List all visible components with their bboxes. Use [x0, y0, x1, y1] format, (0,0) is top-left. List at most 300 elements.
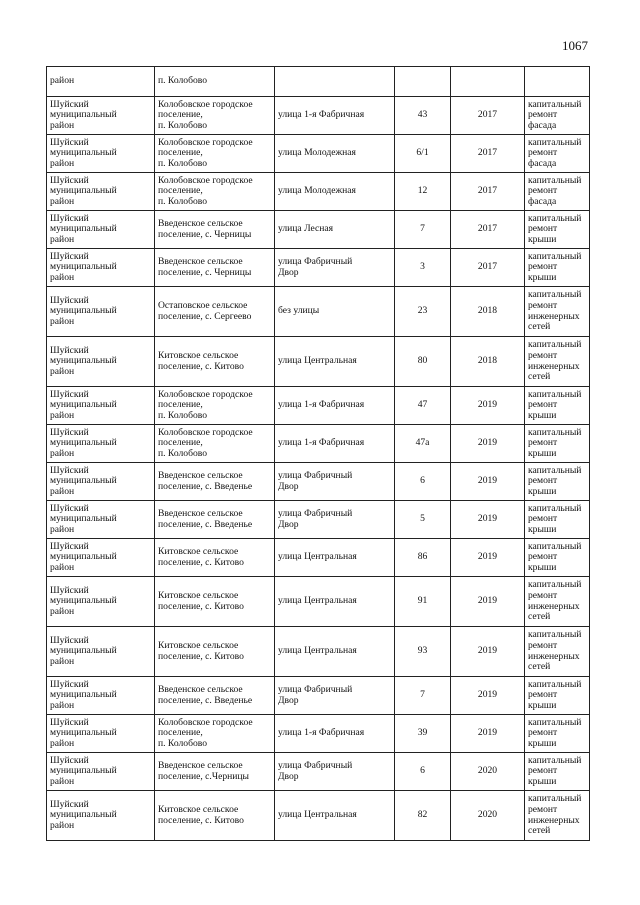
district-cell: [47, 97, 155, 135]
district-line: муниципальный: [50, 355, 117, 367]
work-type-line: сетей: [528, 611, 551, 623]
street-line: Двор: [278, 266, 299, 278]
work-type-line: капитальный: [528, 250, 582, 262]
settlement-cell: [155, 577, 275, 627]
work-type-cell: [525, 791, 590, 841]
street-line: улица Центральная: [278, 809, 357, 821]
street-cell: [275, 463, 395, 501]
settlement-line: поселение, с. Китово: [158, 600, 244, 612]
capital-repair-table: [46, 66, 590, 841]
settlement-line: Колобовское городское: [158, 174, 253, 186]
work-type-cell: [525, 627, 590, 677]
district-line: район: [50, 523, 75, 535]
work-type-line: капитальный: [528, 502, 582, 514]
work-type-line: ремонт: [528, 639, 558, 651]
district-line: Шуйский: [50, 678, 89, 690]
settlement-cell: [155, 249, 275, 287]
street-line: без улицы: [278, 305, 320, 317]
year-cell: 2019: [451, 425, 525, 463]
settlement-cell: [155, 715, 275, 753]
district-line: муниципальный: [50, 727, 117, 739]
district-line: район: [50, 195, 75, 207]
table-row: [47, 67, 590, 97]
work-type-line: капитальный: [528, 793, 582, 805]
district-line: Шуйский: [50, 798, 89, 810]
district-line: Шуйский: [50, 388, 89, 400]
work-type-line: ремонт крыши: [528, 513, 558, 535]
district-line: район: [50, 561, 75, 573]
work-type-cell: [525, 539, 590, 577]
settlement-line: Китовское сельское: [158, 545, 239, 557]
street-line: улица Фабричный: [278, 469, 353, 481]
settlement-line: поселение, с. Введенье: [158, 518, 253, 530]
work-type-cell: [525, 173, 590, 211]
settlement-line: поселение,: [158, 437, 203, 449]
street-cell: [275, 577, 395, 627]
settlement-line: Введенское сельское: [158, 469, 243, 481]
street-line: улица Центральная: [278, 595, 357, 607]
street-cell: [275, 539, 395, 577]
settlement-line: п. Колобово: [158, 119, 208, 131]
year-cell: 2017: [451, 97, 525, 135]
year-cell: 2020: [451, 791, 525, 841]
settlement-line: п. Колобово: [158, 195, 208, 207]
table-row: [47, 501, 590, 539]
year-cell: 2017: [451, 249, 525, 287]
district-line: муниципальный: [50, 147, 117, 159]
table-row: [47, 287, 590, 337]
house-number-cell: 43: [395, 97, 451, 135]
district-line: Шуйский: [50, 426, 89, 438]
settlement-line: Введенское сельское: [158, 217, 243, 229]
street-cell: [275, 173, 395, 211]
district-cell: [47, 135, 155, 173]
street-cell: [275, 97, 395, 135]
district-cell: [47, 715, 155, 753]
district-line: район: [50, 271, 75, 283]
work-type-line: сетей: [528, 825, 551, 837]
street-line: улица Лесная: [278, 223, 334, 235]
district-line: Шуйский: [50, 716, 89, 728]
work-type-cell: [525, 677, 590, 715]
work-type-line: инженерных: [528, 814, 580, 826]
work-type-line: ремонт фасада: [528, 109, 558, 131]
house-number-cell: 91: [395, 577, 451, 627]
work-type-line: ремонт: [528, 349, 558, 361]
house-number-cell: 3: [395, 249, 451, 287]
street-line: улица 1-я Фабричная: [278, 399, 365, 411]
settlement-line: Китовское сельское: [158, 589, 239, 601]
work-type-line: капитальный: [528, 136, 582, 148]
settlement-line: п. Колобово: [158, 409, 208, 421]
settlement-cell: [155, 287, 275, 337]
work-type-line: ремонт крыши: [528, 475, 558, 497]
district-line: район: [50, 819, 75, 831]
street-cell: [275, 627, 395, 677]
district-line: муниципальный: [50, 513, 117, 525]
settlement-line: поселение, с. Сергеево: [158, 310, 252, 322]
district-line: район: [50, 699, 75, 711]
house-number-cell: 39: [395, 715, 451, 753]
district-line: район: [50, 365, 75, 377]
house-number-cell: 12: [395, 173, 451, 211]
settlement-line: поселение, с. Введенье: [158, 480, 253, 492]
street-line: Двор: [278, 518, 299, 530]
street-line: улица Молодежная: [278, 147, 356, 159]
street-cell: [275, 387, 395, 425]
work-type-line: капитальный: [528, 540, 582, 552]
house-number-cell: 80: [395, 337, 451, 387]
work-type-cell: [525, 501, 590, 539]
street-line: улица Центральная: [278, 645, 357, 657]
settlement-line: поселение, с. Введенье: [158, 694, 253, 706]
street-line: улица 1-я Фабричная: [278, 727, 365, 739]
district-line: муниципальный: [50, 399, 117, 411]
house-number-cell: 47а: [395, 425, 451, 463]
street-cell: [275, 135, 395, 173]
street-line: Двор: [278, 480, 299, 492]
district-line: муниципальный: [50, 765, 117, 777]
settlement-line: Введенское сельское: [158, 759, 243, 771]
work-type-cell: [525, 387, 590, 425]
district-line: Шуйский: [50, 584, 89, 596]
work-type-line: капитальный: [528, 629, 582, 641]
street-line: Двор: [278, 770, 299, 782]
district-line: район: [50, 315, 75, 327]
district-cell: [47, 791, 155, 841]
table-row: [47, 463, 590, 501]
district-line: район: [50, 409, 75, 421]
work-type-line: сетей: [528, 371, 551, 383]
table-row: [47, 539, 590, 577]
table-row: [47, 627, 590, 677]
work-type-cell: [525, 135, 590, 173]
district-line: Шуйский: [50, 754, 89, 766]
year-cell: 2017: [451, 173, 525, 211]
settlement-cell: [155, 627, 275, 677]
work-type-line: ремонт: [528, 299, 558, 311]
work-type-line: ремонт: [528, 589, 558, 601]
street-line: улица Молодежная: [278, 185, 356, 197]
street-line: Двор: [278, 694, 299, 706]
street-cell: [275, 211, 395, 249]
work-type-line: капитальный: [528, 464, 582, 476]
settlement-cell: [155, 211, 275, 249]
settlement-line: п. Колобово: [158, 75, 208, 87]
settlement-line: п. Колобово: [158, 447, 208, 459]
page-number: 1067: [562, 38, 588, 53]
street-cell: [275, 501, 395, 539]
year-cell: 2019: [451, 539, 525, 577]
district-line: Шуйский: [50, 294, 89, 306]
district-cell: [47, 753, 155, 791]
year-cell: 2019: [451, 463, 525, 501]
district-line: муниципальный: [50, 475, 117, 487]
settlement-cell: [155, 501, 275, 539]
year-cell: 2019: [451, 677, 525, 715]
work-type-line: инженерных: [528, 360, 580, 372]
year-cell: 2020: [451, 753, 525, 791]
work-type-line: капитальный: [528, 388, 582, 400]
settlement-cell: [155, 425, 275, 463]
street-cell: [275, 337, 395, 387]
house-number-cell: 6: [395, 463, 451, 501]
settlement-cell: [155, 387, 275, 425]
district-line: район: [50, 737, 75, 749]
work-type-line: капитальный: [528, 339, 582, 351]
district-line: район: [50, 655, 75, 667]
year-cell: 2019: [451, 577, 525, 627]
street-cell: [275, 249, 395, 287]
work-type-cell: [525, 287, 590, 337]
year-cell: 2019: [451, 501, 525, 539]
settlement-line: поселение,: [158, 147, 203, 159]
street-line: улица Фабричный: [278, 255, 353, 267]
house-number-cell: 93: [395, 627, 451, 677]
work-type-line: ремонт крыши: [528, 689, 558, 711]
settlement-line: Китовское сельское: [158, 349, 239, 361]
house-number-cell: [395, 67, 451, 97]
district-cell: [47, 387, 155, 425]
district-line: муниципальный: [50, 185, 117, 197]
district-line: Шуйский: [50, 98, 89, 110]
street-cell: [275, 715, 395, 753]
work-type-cell: [525, 577, 590, 627]
house-number-cell: 23: [395, 287, 451, 337]
year-cell: 2019: [451, 715, 525, 753]
work-type-line: инженерных: [528, 650, 580, 662]
street-cell: [275, 425, 395, 463]
work-type-line: капитальный: [528, 98, 582, 110]
district-line: Шуйский: [50, 212, 89, 224]
work-type-line: ремонт крыши: [528, 551, 558, 573]
year-cell: [451, 67, 525, 97]
settlement-line: Введенское сельское: [158, 683, 243, 695]
settlement-cell: [155, 173, 275, 211]
house-number-cell: 86: [395, 539, 451, 577]
settlement-cell: [155, 539, 275, 577]
district-line: муниципальный: [50, 109, 117, 121]
district-cell: [47, 211, 155, 249]
district-cell: [47, 425, 155, 463]
district-line: муниципальный: [50, 645, 117, 657]
settlement-cell: [155, 677, 275, 715]
table-row: [47, 715, 590, 753]
table-row: [47, 173, 590, 211]
settlement-line: поселение, с. Китово: [158, 360, 244, 372]
work-type-line: ремонт фасада: [528, 185, 558, 207]
work-type-line: ремонт крыши: [528, 727, 558, 749]
work-type-line: капитальный: [528, 579, 582, 591]
settlement-line: поселение, с. Китово: [158, 556, 244, 568]
table-row: [47, 425, 590, 463]
work-type-line: капитальный: [528, 678, 582, 690]
house-number-cell: 7: [395, 211, 451, 249]
district-line: район: [50, 605, 75, 617]
table-row: [47, 135, 590, 173]
settlement-cell: [155, 67, 275, 97]
work-type-line: сетей: [528, 661, 551, 673]
district-line: Шуйский: [50, 634, 89, 646]
settlement-line: Остаповское сельское: [158, 299, 248, 311]
settlement-line: п. Колобово: [158, 737, 208, 749]
settlement-line: поселение,: [158, 109, 203, 121]
work-type-line: ремонт фасада: [528, 147, 558, 169]
year-cell: 2019: [451, 627, 525, 677]
district-line: район: [50, 157, 75, 169]
settlement-line: Колобовское городское: [158, 388, 253, 400]
settlement-line: Введенское сельское: [158, 255, 243, 267]
street-line: улица Фабричный: [278, 683, 353, 695]
district-line: район: [50, 119, 75, 131]
house-number-cell: 5: [395, 501, 451, 539]
settlement-line: поселение, с. Китово: [158, 814, 244, 826]
table-body: [47, 67, 590, 841]
table-row: [47, 791, 590, 841]
work-type-cell: [525, 463, 590, 501]
table-row: [47, 249, 590, 287]
work-type-cell: [525, 753, 590, 791]
year-cell: 2018: [451, 337, 525, 387]
settlement-line: Колобовское городское: [158, 716, 253, 728]
settlement-cell: [155, 753, 275, 791]
settlement-line: Китовское сельское: [158, 803, 239, 815]
settlement-line: Китовское сельское: [158, 639, 239, 651]
street-cell: [275, 753, 395, 791]
street-cell: [275, 67, 395, 97]
work-type-cell: [525, 425, 590, 463]
house-number-cell: 6/1: [395, 135, 451, 173]
work-type-cell: [525, 249, 590, 287]
house-number-cell: 47: [395, 387, 451, 425]
district-line: район: [50, 485, 75, 497]
work-type-cell: [525, 337, 590, 387]
house-number-cell: 82: [395, 791, 451, 841]
settlement-line: п. Колобово: [158, 157, 208, 169]
work-type-line: капитальный: [528, 716, 582, 728]
settlement-line: поселение,: [158, 185, 203, 197]
work-type-line: ремонт: [528, 803, 558, 815]
district-cell: [47, 287, 155, 337]
district-cell: [47, 249, 155, 287]
work-type-line: ремонт крыши: [528, 399, 558, 421]
street-line: улица Фабричный: [278, 759, 353, 771]
work-type-line: ремонт крыши: [528, 437, 558, 459]
district-line: муниципальный: [50, 437, 117, 449]
work-type-line: капитальный: [528, 212, 582, 224]
work-type-cell: [525, 715, 590, 753]
district-line: муниципальный: [50, 305, 117, 317]
work-type-line: ремонт крыши: [528, 261, 558, 283]
district-line: район: [50, 447, 75, 459]
district-cell: [47, 627, 155, 677]
settlement-cell: [155, 337, 275, 387]
district-line: муниципальный: [50, 595, 117, 607]
district-cell: [47, 577, 155, 627]
district-line: Шуйский: [50, 250, 89, 262]
district-line: муниципальный: [50, 223, 117, 235]
settlement-cell: [155, 97, 275, 135]
year-cell: 2019: [451, 387, 525, 425]
work-type-line: капитальный: [528, 426, 582, 438]
settlement-line: поселение, с. Черницы: [158, 228, 252, 240]
street-cell: [275, 287, 395, 337]
table-row: [47, 577, 590, 627]
district-cell: [47, 67, 155, 97]
work-type-line: капитальный: [528, 174, 582, 186]
table-row: [47, 211, 590, 249]
settlement-cell: [155, 135, 275, 173]
settlement-line: поселение,: [158, 399, 203, 411]
settlement-line: Колобовское городское: [158, 98, 253, 110]
house-number-cell: 7: [395, 677, 451, 715]
table-row: [47, 97, 590, 135]
street-line: улица 1-я Фабричная: [278, 437, 365, 449]
district-line: район: [50, 775, 75, 787]
district-line: Шуйский: [50, 174, 89, 186]
district-cell: [47, 501, 155, 539]
street-line: улица Фабричный: [278, 507, 353, 519]
settlement-line: Введенское сельское: [158, 507, 243, 519]
district-line: Шуйский: [50, 540, 89, 552]
house-number-cell: 6: [395, 753, 451, 791]
street-line: улица Центральная: [278, 355, 357, 367]
district-line: район: [50, 75, 75, 87]
settlement-line: поселение, с. Китово: [158, 650, 244, 662]
work-type-cell: [525, 211, 590, 249]
district-line: Шуйский: [50, 344, 89, 356]
year-cell: 2017: [451, 211, 525, 249]
year-cell: 2018: [451, 287, 525, 337]
table-row: [47, 387, 590, 425]
district-cell: [47, 173, 155, 211]
district-cell: [47, 337, 155, 387]
work-type-line: инженерных: [528, 600, 580, 612]
district-line: Шуйский: [50, 502, 89, 514]
year-cell: 2017: [451, 135, 525, 173]
district-line: муниципальный: [50, 551, 117, 563]
work-type-line: сетей: [528, 321, 551, 333]
table-row: [47, 337, 590, 387]
settlement-cell: [155, 791, 275, 841]
work-type-cell: [525, 97, 590, 135]
street-cell: [275, 677, 395, 715]
settlement-line: Колобовское городское: [158, 426, 253, 438]
district-line: муниципальный: [50, 809, 117, 821]
district-cell: [47, 539, 155, 577]
work-type-line: капитальный: [528, 754, 582, 766]
district-cell: [47, 463, 155, 501]
street-line: улица Центральная: [278, 551, 357, 563]
work-type-line: капитальный: [528, 289, 582, 301]
district-line: Шуйский: [50, 464, 89, 476]
street-cell: [275, 791, 395, 841]
settlement-line: поселение, с. Черницы: [158, 266, 252, 278]
table-row: [47, 677, 590, 715]
work-type-line: ремонт крыши: [528, 765, 558, 787]
street-line: улица 1-я Фабричная: [278, 109, 365, 121]
settlement-line: Колобовское городское: [158, 136, 253, 148]
district-line: муниципальный: [50, 261, 117, 273]
settlement-line: поселение, с.Черницы: [158, 770, 249, 782]
work-type-cell: [525, 67, 590, 97]
table-row: [47, 753, 590, 791]
settlement-line: поселение,: [158, 727, 203, 739]
settlement-cell: [155, 463, 275, 501]
work-type-line: ремонт крыши: [528, 223, 558, 245]
district-line: Шуйский: [50, 136, 89, 148]
work-type-line: инженерных: [528, 310, 580, 322]
